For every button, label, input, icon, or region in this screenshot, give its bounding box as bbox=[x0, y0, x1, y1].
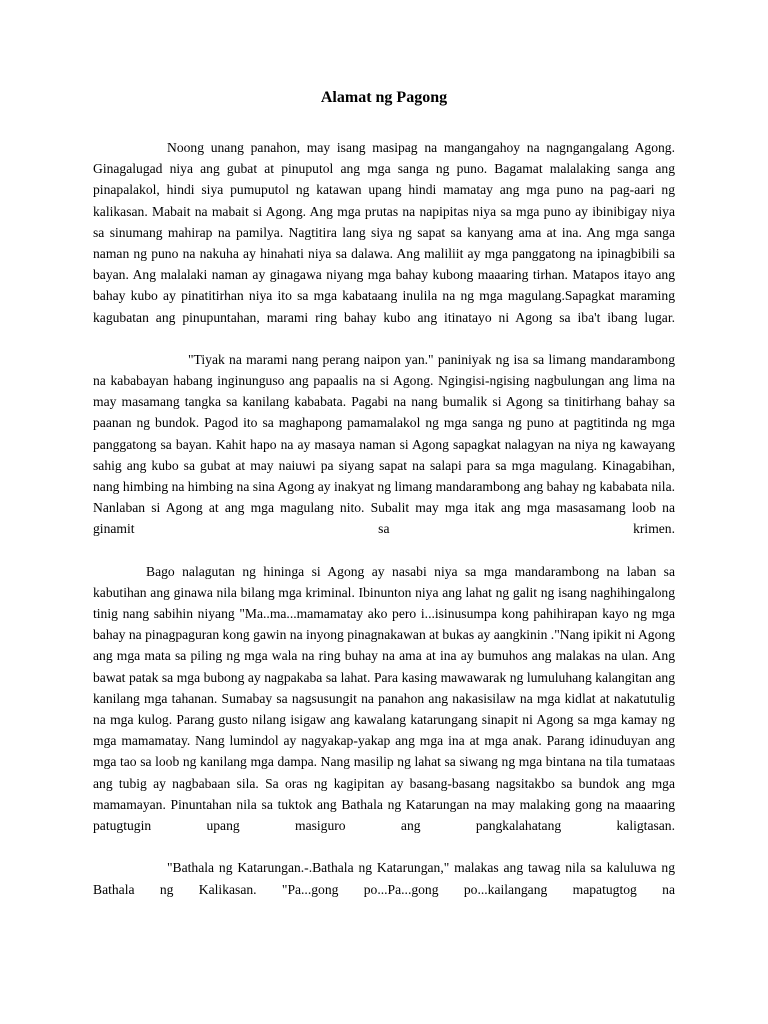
paragraph-3: Bago nalagutan ng hininga si Agong ay nasabi niya sa mga mandarambong na laban sa kabutihan ang ginawa nila bilang mga kriminal. Ibinunton niya ang lahat ng galit ng isang naghihingalong tinig nang sabihin niyang "Ma..ma...mamamatay ako pero i...isinusumpa kong pahihirapan kayo ng mga bahay na pinagpaguran kong gawin na inyong pinagnakawan at bukas ay aangkinin ."Nang ipikit ni Agong ang mga mata sa piling ng mga wala na ring buhay na ama at ina ay bumuhos ang malakas na ulan. Ang bawat patak sa mga bubong ay nagpakaba sa lahat. Para kasing mawawarak ng lumuluhang kalangitan ang kanilang mga tahanan. Sumabay sa nagsusungit na panahon ang nakasisilaw na mga kidlat at nakatutulig na mga kulog. Parang gusto nilang isigaw ang kawalang katarungang sinapit ni Agong sa mga kamay ng mga mamamatay. Nang lumindol ay nagyakap-yakap ang mga ina at mga anak. Parang idinuduyan ang mga tao sa loob ng kanilang mga dampa. Nang masilip ng lahat sa siwang ng mga bintana na tila tumataas ang tubig ay nagbabaan sila. Sa oras ng kagipitan ay basang-basang nagsitakbo sa bundok ang mga mamamayan. Pinuntahan nila sa tuktok ang Bathala ng Katarungan na may malaking gong na maaaring patugtugin upang masiguro ang pangkalahatang kaligtasan. bbox=[93, 563, 675, 834]
document-body bbox=[93, 137, 675, 900]
paragraph-2: "Tiyak na marami nang perang naipon yan." paniniyak ng isa sa limang mandarambong na kababayan habang inginunguso ang papaalis na si Agong. Ngingisi-ngising nagbulungan ang lima na may masamang tangka sa kanilang kababata. Pagabi na nang bumalik si Agong sa tinitirhang bahay sa paanan ng bundok. Pagod ito sa maghapong pamamalakol ng mga sanga ng puno at pagtitinda ng mga panggatong sa bayan. Kahit hapo na ay masaya naman si Agong sapagkat nalagyan na niya ng kawayang sahig ang kubo sa gubat at may naiuwi pa siyang sapat na salapi para sa mga magulang. Kinagabihan, nang himbing na himbing na sina Agong ay inakyat ng limang mandarambong ang bahay ng kababata nila. Nanlaban si Agong at ang mga magulang nito. Subalit may mga itak ang mga masasamang loob na ginamit sa krimen. bbox=[93, 351, 675, 537]
document-title: Alamat ng Pagong bbox=[320, 89, 448, 106]
paragraph-1: Noong unang panahon, may isang masipag na mangangahoy na nagngangalang Agong. Ginagalugad niya ang gubat at pinuputol ang mga sanga ng puno. Bagamat malalaking sanga ang pinapalakol, hindi siya pumuputol ng katawan upang hindi mamatay ang mga puno na pag-aari ng kalikasan. Mabait na mabait si Agong. Ang mga prutas na napipitas niya sa mga puno ay ibinibigay niya sa sinumang mahirap na pamilya. Nagtitira lang siya ng sapat sa kanyang ama at ina. Ang mga sanga naman ng puno na nakuha ay hinahati niya sa dalawa. Ang maliliit ay mga panggatong na ipinagbibili sa bayan. Ang malalaki naman ay ginagawa niyang mga bahay kubong maaaring tirhan. Matapos itayo ang bahay kubo ay pinatitirhan niya ito sa mga kabataang inulila na ng mga magulang.Sapagkat maraming kagubatan ang pinupuntahan, marami ring bahay kubo ang itinatayo ni Agong sa iba't ibang lugar. bbox=[93, 140, 675, 325]
paragraph-4: "Bathala ng Katarungan.-.Bathala ng Katarungan," malakas ang tawag nila sa kaluluwa ng Bathala ng Kalikasan. "Pa...gong po...Pa...gong po...kailangang mapatugtog na bbox=[93, 860, 675, 897]
